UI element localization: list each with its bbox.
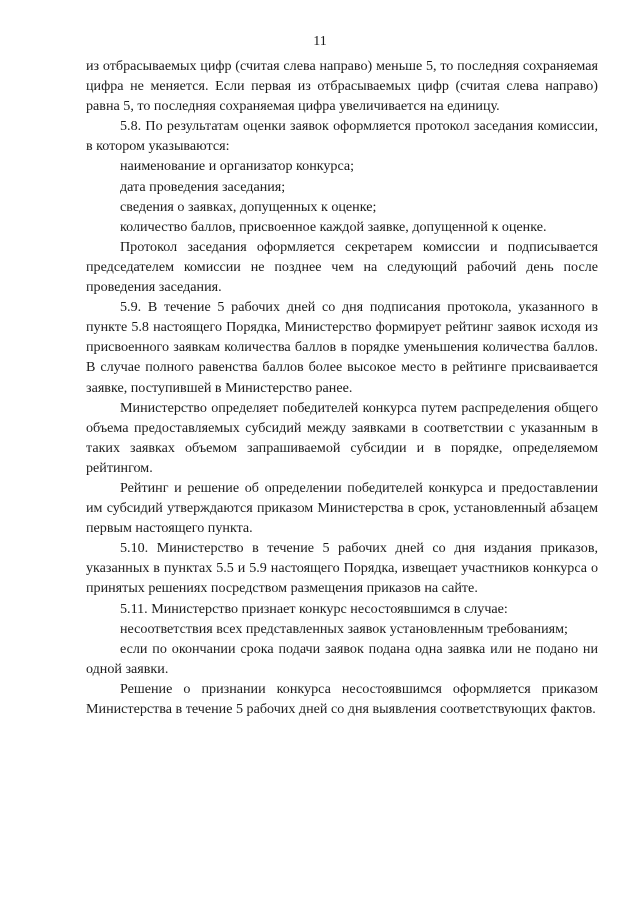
paragraph-winners: Министерство определяет победителей конкурса путем распределения общего объема предоставляемых субсидий между заявками в соответствии с указанным в таких заявках объемом запрашиваемой субсидии и в порядке, определяемом рейтингом.: [86, 399, 598, 476]
paragraph-decision: Решение о признании конкурса несостоявшимся оформляется приказом Министерства в течение 5 рабочих дней со дня выявления соответствующих фактов.: [86, 680, 598, 717]
list-item-meeting-date: дата проведения заседания;: [120, 178, 286, 195]
paragraph-5-10: 5.10. Министерство в течение 5 рабочих дней со дня издания приказов, указанных в пунктах 5.5 и 5.9 настоящего Порядка, извещает участников конкурса о принятых решениях посредством размещения приказов на сайте.: [86, 540, 598, 597]
list-item-single-application: если по окончании срока подачи заявок подана одна заявка или не подано ни одной заявки.: [86, 640, 598, 677]
list-item-applications-info: сведения о заявках, допущенных к оценке;: [120, 198, 377, 215]
list-item-contest-name: наименование и организатор конкурса;: [120, 158, 355, 175]
paragraph-5-11: 5.11. Министерство признает конкурс несостоявшимся в случае:: [120, 600, 508, 617]
paragraph-5-9: 5.9. В течение 5 рабочих дней со дня подписания протокола, указанного в пункте 5.8 настоящего Порядка, Министерство формирует рейтинг заявок исходя из присвоенного заявкам количества баллов в порядке уменьшения количества баллов. В случае полного равенства баллов более высокое место в рейтинге присваивается заявке, поступившей в Министерство ранее.: [86, 299, 598, 396]
paragraph-rating-approval: Рейтинг и решение об определении победителей конкурса и предоставлении им субсидий утверждаются приказом Министерства в срок, установленный абзацем первым настоящего пункта.: [86, 479, 598, 537]
paragraph-protocol: Протокол заседания оформляется секретарем комиссии и подписывается председателем комиссии не позднее чем на следующий рабочий день после проведения заседания.: [86, 238, 598, 296]
document-body: [86, 56, 598, 719]
list-item-noncompliance: несоответствия всех представленных заявок установленным требованиям;: [120, 620, 568, 637]
paragraph-5-8: 5.8. По результатам оценки заявок оформляется протокол заседания комиссии, в котором указываются:: [86, 118, 598, 155]
page-number: 11: [313, 34, 327, 49]
list-item-points: количество баллов, присвоенное каждой заявке, допущенной к оценке.: [120, 218, 547, 235]
paragraph-continuation: из отбрасываемых цифр (считая слева направо) меньше 5, то последняя сохраняемая цифра не меняется. Если первая из отбрасываемых цифр (считая слева направо) равна 5, то последняя сохраняемая цифра увеличивается на единицу.: [86, 58, 598, 115]
